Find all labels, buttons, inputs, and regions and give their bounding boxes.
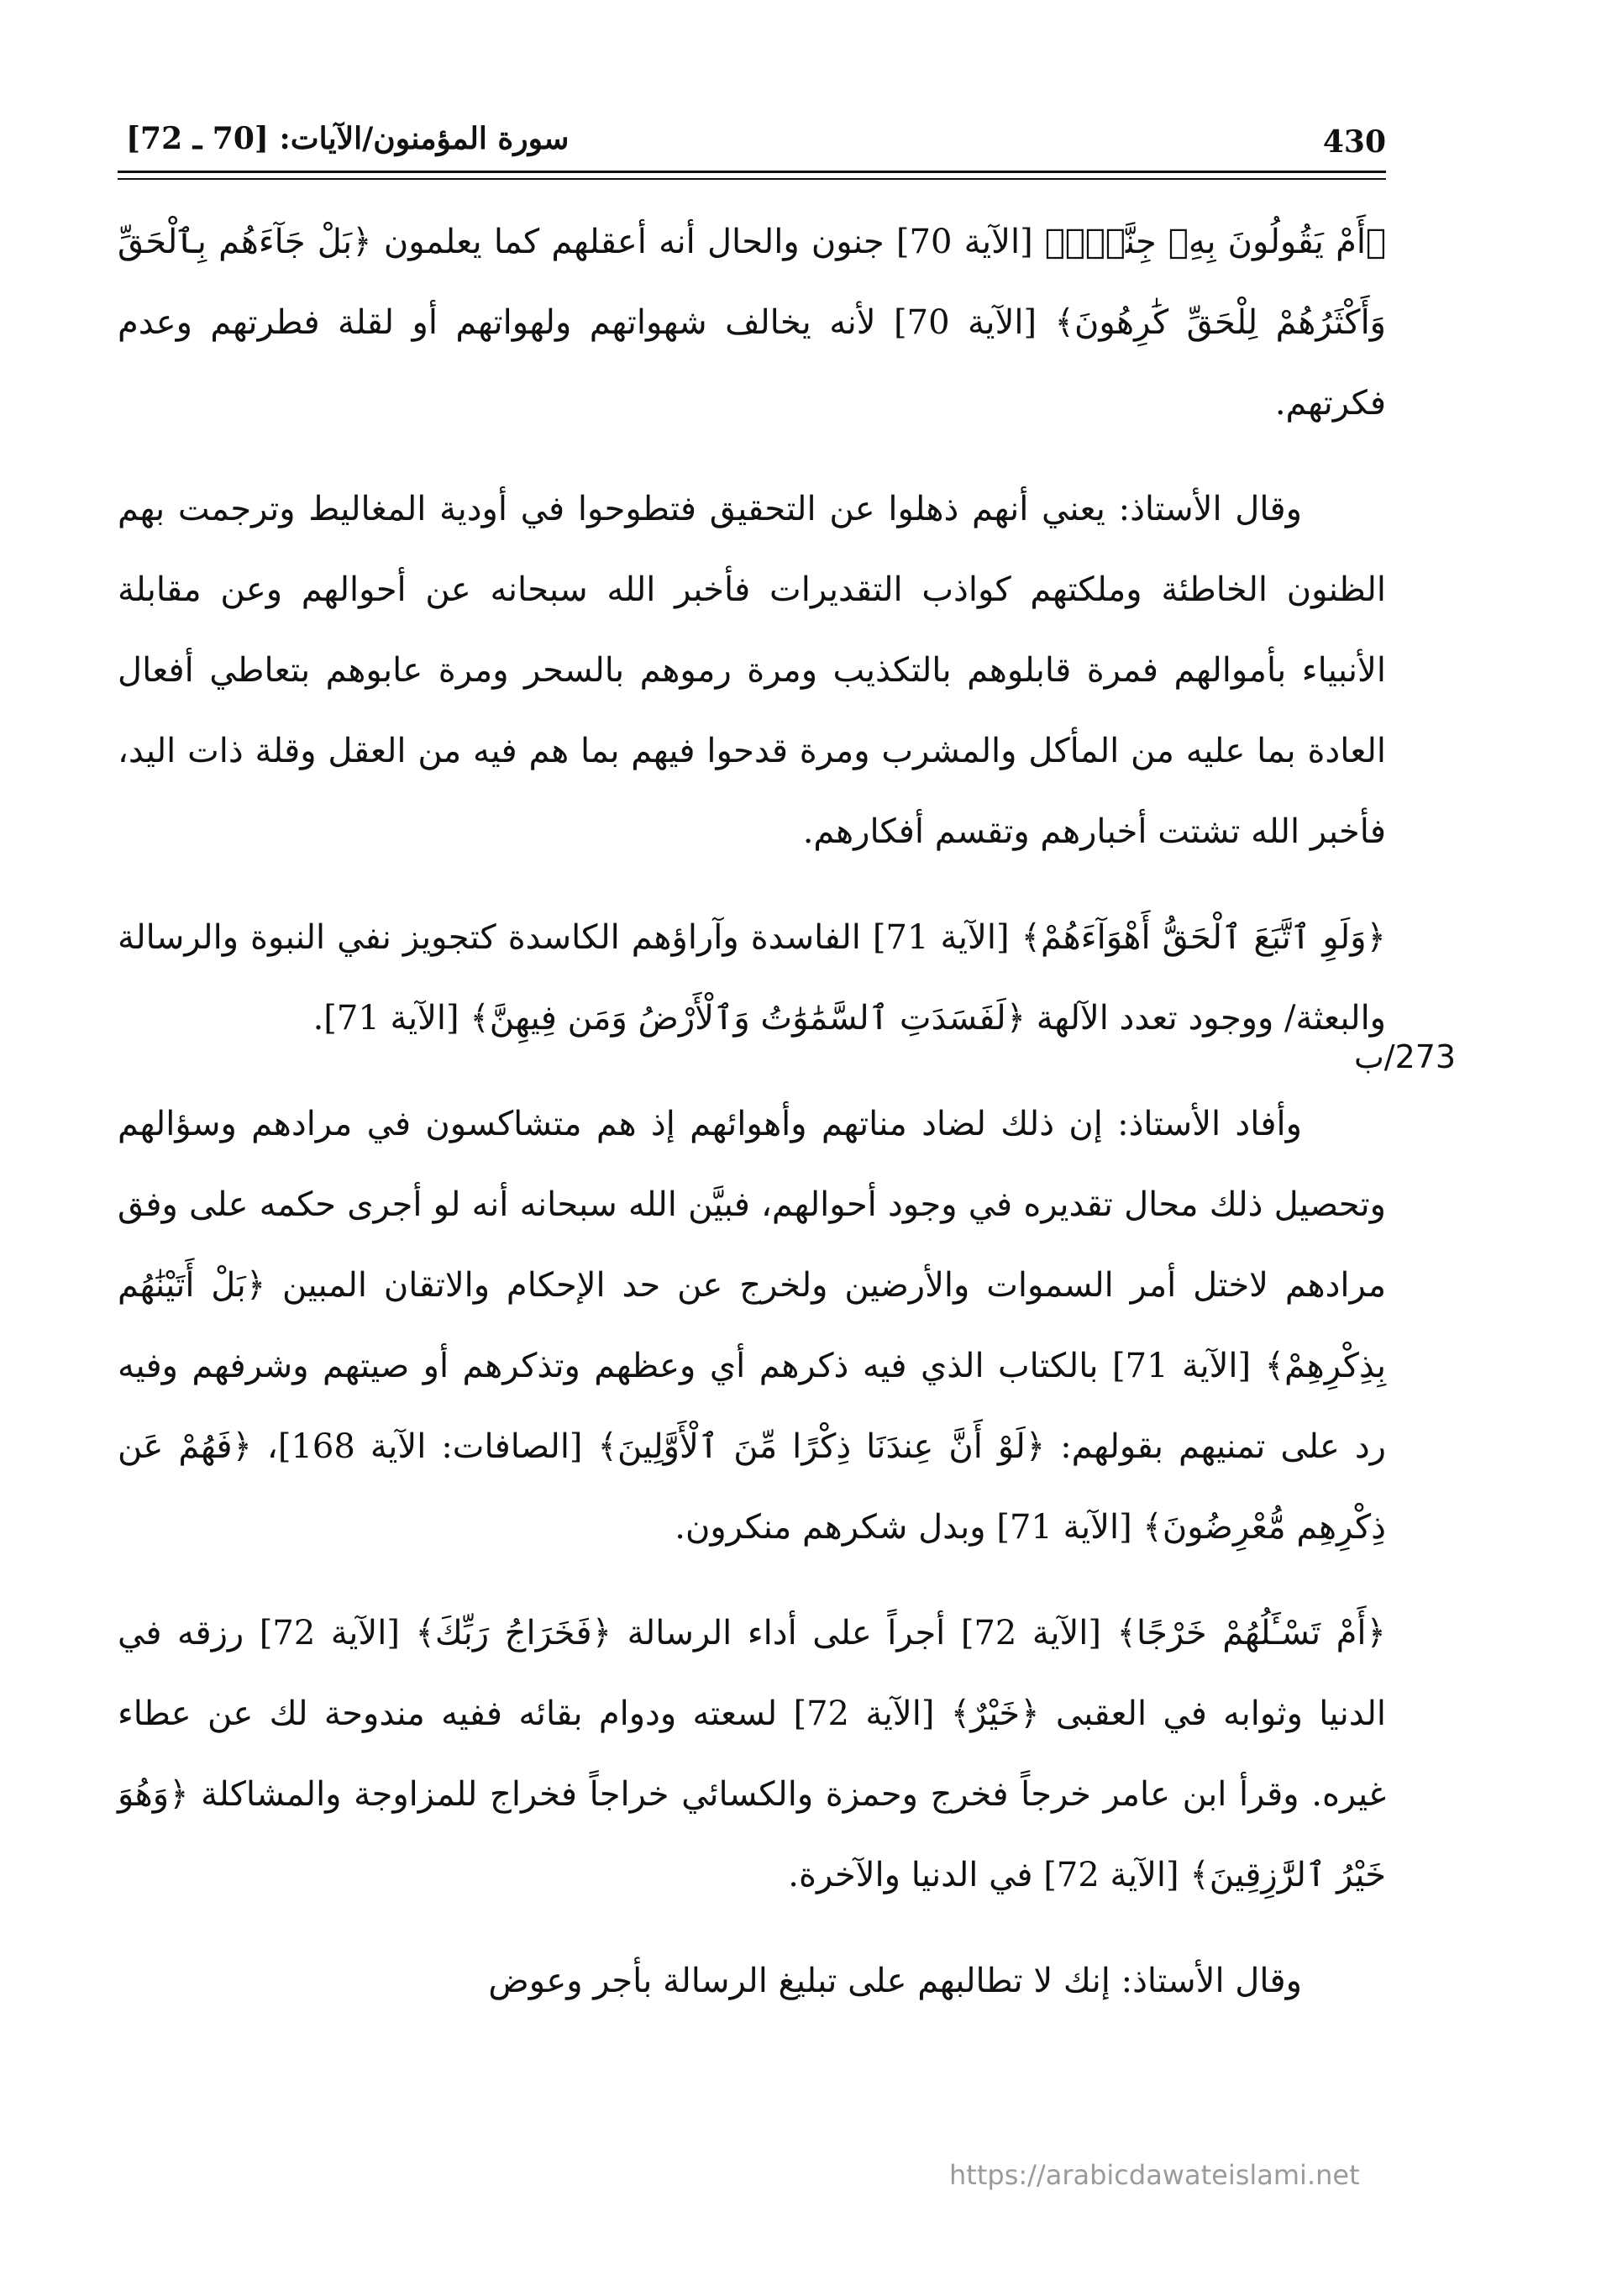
paragraph: وقال الأستاذ: إنك لا تطالبهم على تبليغ الرسالة بأجر وعوض <box>488 1962 1302 2000</box>
header-rule-thick <box>118 171 1386 173</box>
running-title: سورة المؤمنون/الآيات: [70 ـ 72] <box>126 121 570 156</box>
paragraph: ﴿أَمْ يَقُولُونَ بِهِۦ جِنَّةٌۢ﴾ [الآية 70] جنون والحال أنه أعقلهم كما يعلمون ﴿بَلْ جَآءَهُم بِٱلْحَقِّ وَأَكْثَرُهُمْ لِلْحَقِّ كَٰرِهُونَ﴾ [الآية 70] لأنه يخالف شهواتهم ولهواتهم أو لقلة فطرتهم وعدم فكرتهم. <box>118 223 1387 423</box>
paragraph: وقال الأستاذ: يعني أنهم ذهلوا عن التحقيق فتطوحوا في أودية المغاليط وترجمت بهم الظنون الخاطئة وملكتهم كواذب التقديرات فأخبر الله سبحانه عن أحوالهم وعن مقابلة الأنبياء بأموالهم فمرة قابلوهم بالتكذيب ومرة رموهم بالسحر ومرة عابوهم بتعاطي أفعال العادة بما عليه من المأكل والمشرب ومرة قدحوا فيهم بما هم فيه من العقل وقلة ذات اليد، فأخبر الله تشتت أخبارهم وتقسم أفكارهم. <box>118 490 1386 851</box>
page-header <box>126 118 1386 168</box>
header-rule-thin <box>118 178 1386 180</box>
paragraph: وأفاد الأستاذ: إن ذلك لضاد مناتهم وأهوائهم إذ هم متشاكسون في مرادهم وسؤالهم وتحصيل ذلك محال تقديره في وجود أحوالهم، فبيَّن الله سبحانه أنه لو أجرى حكمه على وفق مرادهم لاختل أمر السموات والأرضين ولخرج عن حد الإحكام والاتقان المبين ﴿بَلْ أَتَيْنَٰهُم بِذِكْرِهِمْ﴾ [الآية 71] بالكتاب الذي فيه ذكرهم أي وعظهم وتذكرهم أو صيتهم وشرفهم وفيه رد على تمنيهم بقولهم: ﴿لَوْ أَنَّ عِندَنَا ذِكْرًا مِّنَ ٱلْأَوَّلِينَ﴾ [الصافات: الآية 168]، ﴿فَهُمْ عَن ذِكْرِهِم مُّعْرِضُونَ﴾ [الآية 71] وبدل شكرهم منكرون. <box>118 1105 1386 1547</box>
paragraph: ﴿أَمْ تَسْـَٔلُهُمْ خَرْجًا﴾ [الآية 72] أجراً على أداء الرسالة ﴿فَخَرَاجُ رَبِّكَ﴾ [الآية 72] رزقه في الدنيا وثوابه في العقبى ﴿خَيْرٌ﴾ [الآية 72] لسعته ودوام بقائه ففيه مندوحة لك عن عطاء غيره. وقرأ ابن عامر خرجاً فخرج وحمزة والكسائي خراجاً فخراج للمزاوجة والمشاكلة ﴿وَهُوَ خَيْرُ ٱلرَّٰزِقِينَ﴾ [الآية 72] في الدنيا والآخرة. <box>118 1614 1386 1894</box>
manuscript-folio-note: 273/ب <box>1354 1038 1457 1075</box>
watermark-url: https://arabicdawateislami.net <box>949 2159 1360 2191</box>
paragraph: ﴿وَلَوِ ٱتَّبَعَ ٱلْحَقُّ أَهْوَآءَهُمْ﴾ [الآية 71] الفاسدة وآراؤهم الكاسدة كتجويز نفي النبوة والرسالة والبعثة/ ووجود تعدد الآلهة ﴿لَفَسَدَتِ ٱلسَّمَٰوَٰتُ وَٱلْأَرْضُ وَمَن فِيهِنَّ﴾ [الآية 71]. <box>118 918 1386 1038</box>
page-body <box>118 202 1386 2046</box>
page-number: 430 <box>1322 124 1386 160</box>
